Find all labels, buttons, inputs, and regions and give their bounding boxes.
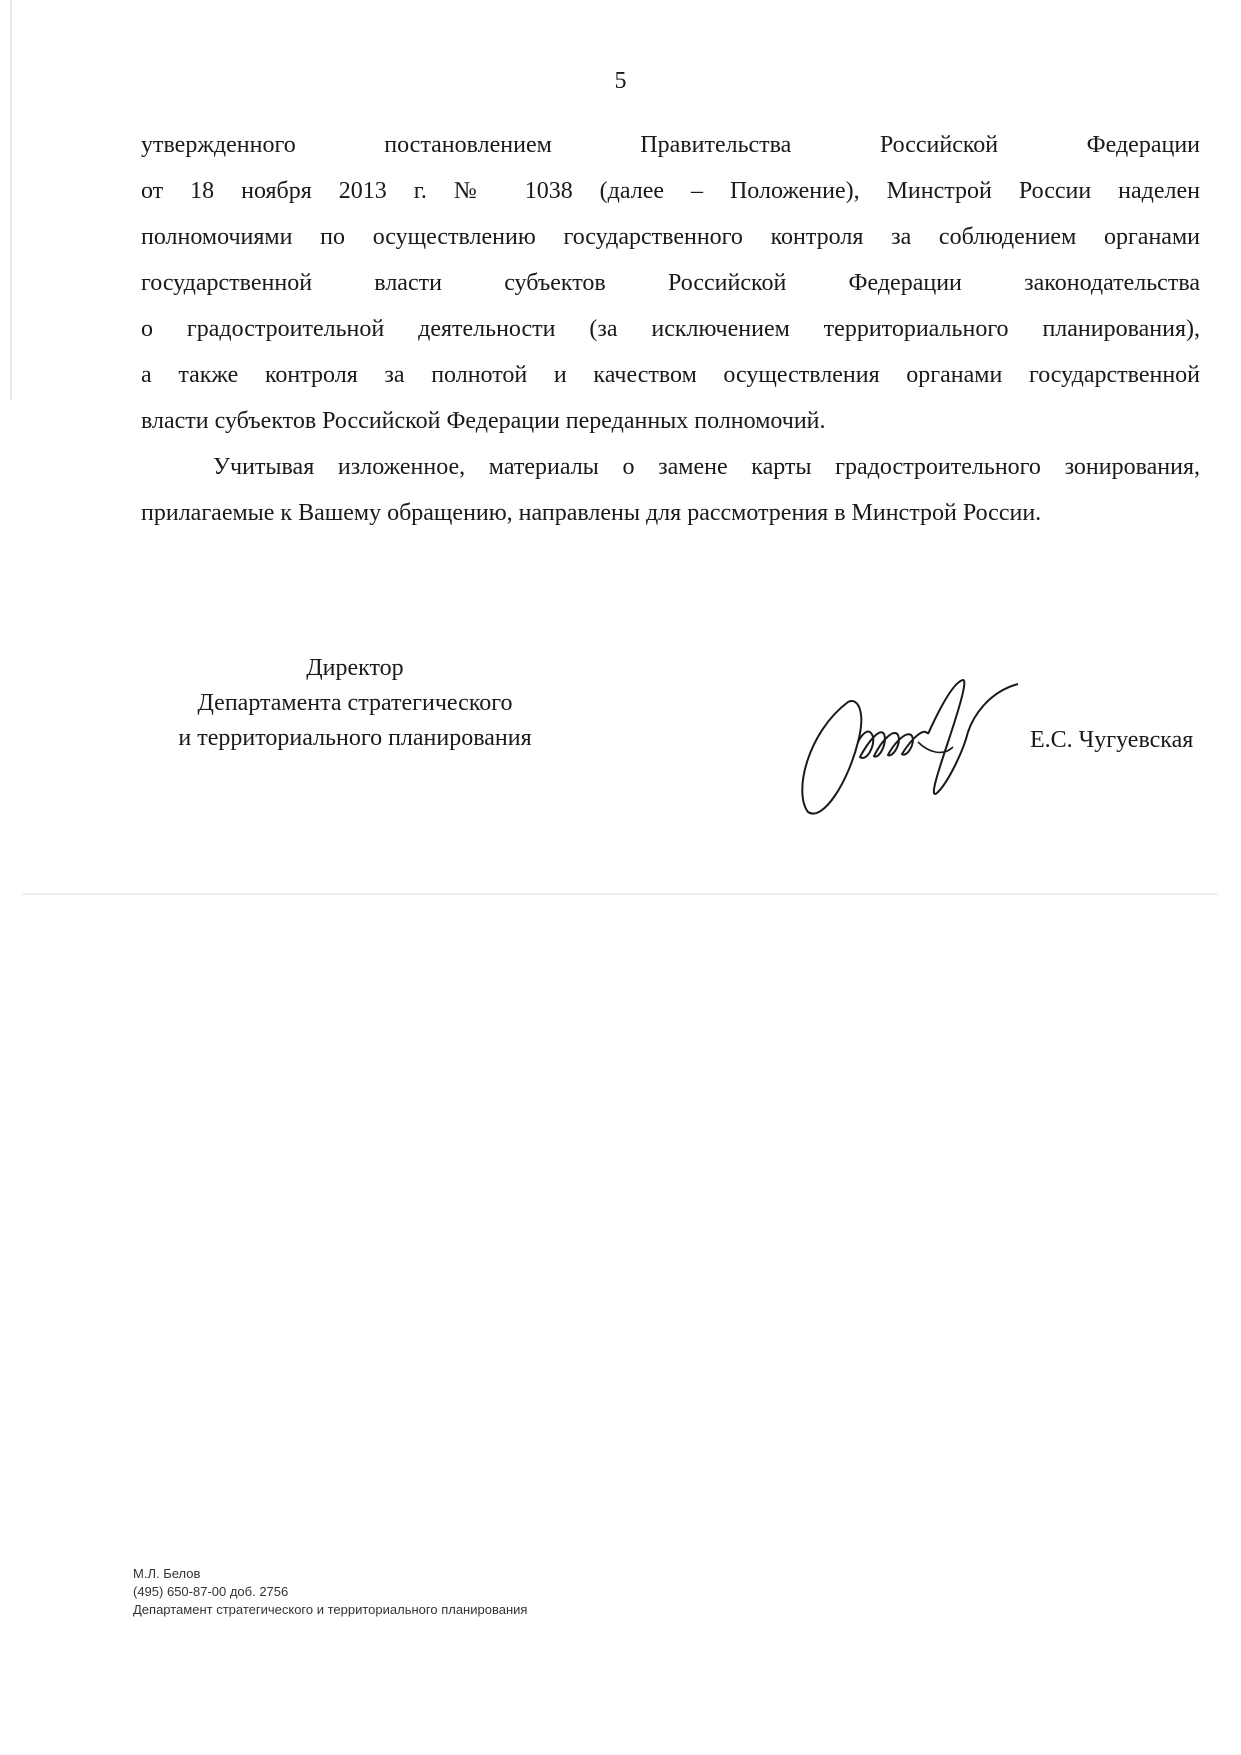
letter-body bbox=[141, 122, 1200, 536]
signer-name: Е.С. Чугуевская bbox=[1030, 727, 1194, 753]
executor-name: М.Л. Белов bbox=[133, 1566, 201, 1581]
position-line: Департамента стратегического bbox=[197, 690, 513, 716]
body-line: прилагаемые к Вашему обращению, направлены для рассмотрения в Минстрой России. bbox=[141, 500, 1042, 526]
executor-department: Департамент стратегического и территориального планирования bbox=[133, 1602, 528, 1617]
handwritten-signature bbox=[788, 672, 1048, 822]
signer-position bbox=[140, 651, 570, 756]
body-line: власти субъектов Российской Федерации переданных полномочий. bbox=[141, 408, 826, 434]
position-line: и территориального планирования bbox=[178, 725, 532, 751]
body-line: а также контроля за полнотой и качеством осуществления органами государственной bbox=[141, 362, 1200, 388]
body-line: государственной власти субъектов Российской Федерации законодательства bbox=[141, 270, 1200, 296]
position-line: Директор bbox=[306, 655, 404, 681]
body-line: Учитывая изложенное, материалы о замене карты градостроительного зонирования, bbox=[213, 454, 1200, 480]
body-line: полномочиями по осуществлению государственного контроля за соблюдением органами bbox=[141, 224, 1200, 250]
body-line: от 18 ноября 2013 г. № 1038 (далее – Положение), Минстрой России наделен bbox=[141, 178, 1200, 204]
executor-phone: (495) 650-87-00 доб. 2756 bbox=[133, 1584, 289, 1599]
executor-footer bbox=[133, 1565, 527, 1619]
body-line: утвержденного постановлением Правительства Российской Федерации bbox=[141, 132, 1200, 158]
scan-artifact-line bbox=[22, 893, 1218, 895]
body-line: о градостроительной деятельности (за исключением территориального планирования), bbox=[141, 316, 1200, 342]
scan-edge bbox=[10, 0, 12, 400]
page-number: 5 bbox=[614, 68, 627, 94]
